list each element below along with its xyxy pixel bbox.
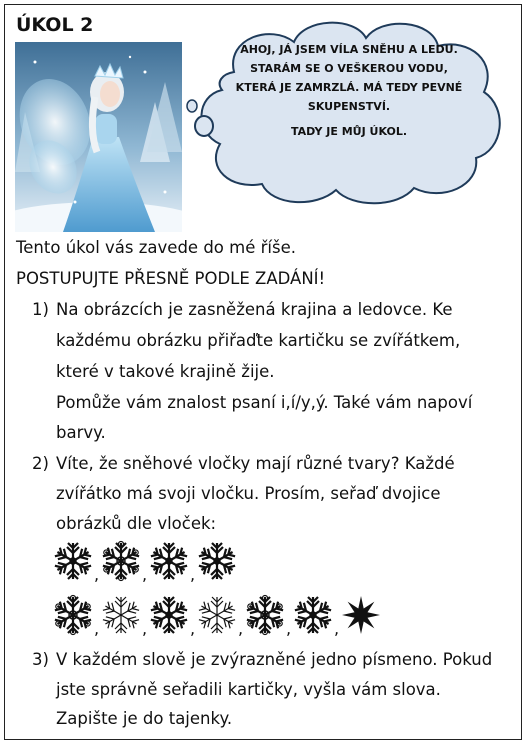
step-2-line: obrázků dle vloček: (56, 514, 217, 533)
snowflake-icon (292, 594, 334, 636)
snowflake-outline-icon (100, 540, 142, 582)
speech-text (228, 40, 470, 141)
separator-comma: , (190, 619, 196, 638)
step-2-line: zvířátko má svoji vločku. Prosím, seřaď dvojice (56, 484, 441, 503)
page-title: ÚKOL 2 (16, 14, 94, 36)
snowflake-icon (52, 540, 94, 582)
step-3-line: V každém slově je zvýrazněné jedno písmeno. Pokud (56, 650, 493, 669)
speech-message: AHOJ, JÁ JSEM VÍLA SNĚHU A LEDU. STARÁM SE O VEŠKEROU VODU, KTERÁ JE ZAMRZLÁ. MÁ TEDY PEVNÉ SKUPENSTVÍ. (235, 43, 463, 113)
step-1-line: barvy. (56, 423, 106, 442)
snowflake-thin-icon (100, 594, 142, 636)
snowflake-star-icon (340, 594, 382, 636)
step-2-line: Víte, že sněhové vločky mají různé tvary? Každé (56, 454, 455, 473)
snowflake-icon (148, 594, 190, 636)
snowflake-outline-icon (52, 594, 94, 636)
speech-task: TADY JE MŮJ ÚKOL. (290, 125, 408, 138)
snowflake-icon (148, 540, 190, 582)
step-2-number: 2) (32, 454, 49, 473)
separator-comma: , (142, 619, 148, 638)
separator-comma: , (238, 619, 244, 638)
separator-comma: , (142, 565, 148, 584)
step-3-line: jste správně seřadili kartičky, vyšla vám slova. (56, 680, 441, 699)
step-3-number: 3) (32, 650, 49, 669)
step-1-line: které v takové krajině žije. (56, 362, 275, 381)
separator-comma: , (286, 619, 292, 638)
snowflake-icon (196, 540, 238, 582)
separator-comma: , (334, 619, 340, 638)
instruction-text: POSTUPUJTE PŘESNĚ PODLE ZADÁNÍ! (16, 269, 326, 288)
separator-comma: , (94, 565, 100, 584)
step-1-line: Pomůže vám znalost psaní i,í/y,ý. Také vám napoví (56, 393, 473, 412)
fairy-photo (15, 42, 182, 232)
separator-comma: , (190, 565, 196, 584)
snowflake-outline-icon (244, 594, 286, 636)
intro-text: Tento úkol vás zavede do mé říše. (16, 238, 296, 257)
step-1-line: Na obrázcích je zasněžená krajina a ledovce. Ke (56, 300, 453, 319)
step-3-line: Zapište je do tajenky. (56, 709, 233, 728)
separator-comma: , (94, 619, 100, 638)
snowflake-row-1 (52, 540, 238, 582)
snowflake-thin-icon (196, 594, 238, 636)
step-1-line: každému obrázku přiřaďte kartičku se zvířátkem, (56, 331, 461, 350)
snowflake-row-2 (52, 594, 382, 636)
step-1-number: 1) (32, 300, 49, 319)
